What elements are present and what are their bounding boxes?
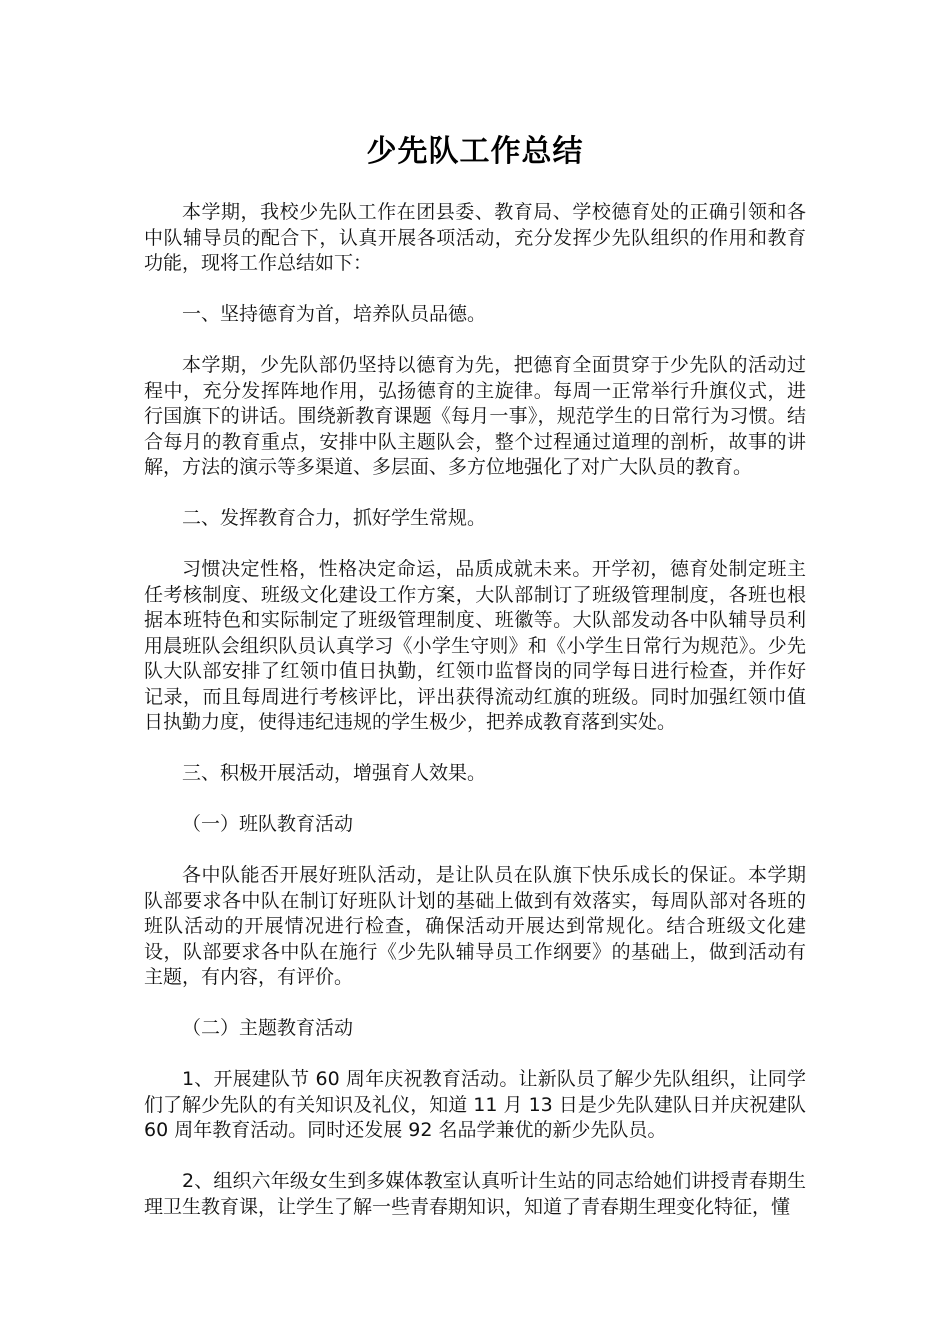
subsection-heading-1: （一）班队教育活动 bbox=[182, 813, 354, 835]
section-heading-3: 三、积极开展活动，增强育人效果。 bbox=[182, 762, 487, 784]
document-body bbox=[144, 200, 806, 1246]
subsection-heading-2: （二）主题教育活动 bbox=[182, 1017, 354, 1039]
paragraph-intro: 本学期，我校少先队工作在团县委、教育局、学校德育处的正确引领和各中队辅导员的配合下，认真开展各项活动，充分发挥少先队组织的作用和教育功能，现将工作总结如下： bbox=[144, 201, 806, 274]
section-heading-2: 二、发挥教育合力，抓好学生常规。 bbox=[182, 507, 487, 529]
paragraph-health-education: 2、组织六年级女生到多媒体教室认真听计生站的同志给她们讲授青春期生理卫生教育课，让学生了解一些青春期知识，知道了青春期生理变化特征，懂 bbox=[144, 1170, 806, 1218]
document-title: 少先队工作总结 bbox=[366, 134, 584, 169]
paragraph-class-activities: 各中队能否开展好班队活动，是让队员在队旗下快乐成长的保证。本学期队部要求各中队在制订好班队计划的基础上做到有效落实，每周队部对各班的班队活动的开展情况进行检查，确保活动开展达到常规化。结合班级文化建设，队部要求各中队在施行《少先队辅导员工作纲要》的基础上，做到活动有主题，有内容，有评价。 bbox=[144, 864, 806, 988]
paragraph-moral-education: 本学期，少先队部仍坚持以德育为先，把德育全面贯穿于少先队的活动过程中，充分发挥阵地作用，弘扬德育的主旋律。每周一正常举行升旗仪式，进行国旗下的讲话。围绕新教育课题《每月一事》，规范学生的日常行为习惯。结合每月的教育重点，安排中队主题队会，整个过程通过道理的剖析，故事的讲解，方法的演示等多渠道、多层面、多方位地强化了对广大队员的教育。 bbox=[144, 354, 806, 478]
paragraph-anniversary-activity: 1、开展建队节 60 周年庆祝教育活动。让新队员了解少先队组织，让同学们了解少先队的有关知识及礼仪，知道 11 月 13 日是少先队建队日并庆祝建队 60 周年教育活动。同时还发展 92 名品学兼优的新少先队员。 bbox=[144, 1068, 806, 1141]
paragraph-student-routine: 习惯决定性格，性格决定命运，品质成就未来。开学初，德育处制定班主任考核制度、班级文化建设工作方案，大队部制订了班级管理制度，各班也根据本班特色和实际制定了班级管理制度、班徽等。大队部发动各中队辅导员利用晨班队会组织队员认真学习《小学生守则》和《小学生日常行为规范》。少先队大队部安排了红领巾值日执勤，红领巾监督岗的同学每日进行检查，并作好记录，而且每周进行考核评比，评出获得流动红旗的班级。同时加强红领巾值日执勤力度，使得违纪违规的学生极少，把养成教育落到实处。 bbox=[144, 558, 806, 733]
section-heading-1: 一、坚持德育为首，培养队员品德。 bbox=[182, 303, 487, 325]
